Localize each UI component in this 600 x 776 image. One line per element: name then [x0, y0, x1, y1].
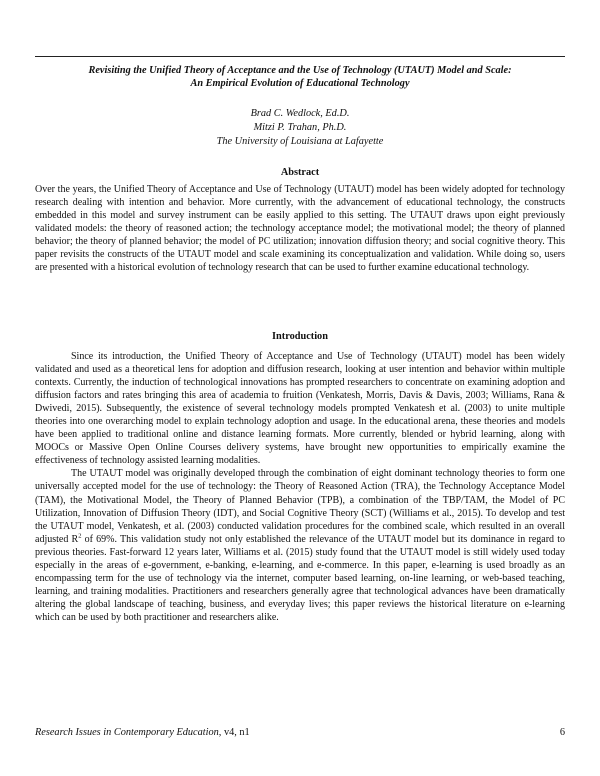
- paper-title: [35, 64, 565, 90]
- introduction-heading: Introduction: [272, 331, 328, 342]
- intro-p2-part-b: of 69%. This validation study not only established the relevance of the UTAUT model but its dominance in regard to previous theories. Fast-forward 12 years later, Williams et al. (2015) study found that the UTAUT model is still widely used today especially in the areas of e-government, e-banking, e-learning, and e-commerce. In this paper, e-learning is used broadly as an encompassing term for the use of technology via the internet, computer based learning, on-line learning, or web-based teaching, learning, and training modalities. Practitioners and researchers generally agree that technological advances have been dramatically altering the global landscape of teaching, business, and everyday lives; this paper reviews the historical literature on e-learning which can be used by both practitioner and researchers alike.: [35, 533, 566, 623]
- abstract-body: [35, 183, 565, 274]
- title-line-2: An Empirical Evolution of Educational Technology: [190, 78, 410, 89]
- affiliation: The University of Louisiana at Lafayette: [216, 136, 384, 147]
- introduction-body: [35, 350, 565, 624]
- page-footer: [35, 727, 565, 738]
- author-1: Brad C. Wedlock, Ed.D.: [250, 108, 350, 119]
- intro-paragraph-2: [35, 467, 565, 624]
- journal-name: Research Issues in Contemporary Education,: [35, 727, 222, 738]
- header-rule: [35, 56, 565, 57]
- journal-volume: v4, n1: [221, 727, 250, 738]
- r-squared-superscript: 2: [78, 532, 82, 540]
- abstract-text: Over the years, the Unified Theory of Acceptance and Use of Technology (UTAUT) model has been widely adopted for technology research dealing with intention and behavior. More currently, with the advancement of educational technology, the constructs embedded in this model and survey instrument can be easily applied to this setting. The UTAUT draws upon eight previously validated models: the theory of reasoned action; the technology acceptance model; the motivational model; the theory of planned behavior; the theory of planned behavior; the model of PC utilization; innovation diffusion theory; and social cognitive theory. This paper revisits the constructs of the UTAUT model and scale examining its conceptualization and validation. While doing so, users are presented with a historical evolution of technology research that can be used to further examine educational technology.: [35, 184, 565, 274]
- page-number: 6: [559, 727, 565, 738]
- intro-paragraph-1: Since its introduction, the Unified Theory of Acceptance and Use of Technology (UTAUT) model has been widely validated and used as a theoretical lens for adoption and diffusion research, looking at user intention and behavior within multiple contexts. Currently, the induction of technological innovations has prompted researchers to concentrate on examining adoption and diffusion factors and rates bringing this area of academia to fruition (Venkatesh, Morris, Davis & Davis, 2003; Williams, Rana & Dwivedi, 2015). Subsequently, the existence of several technology models prompted Venkatesh et al. (2003) to unite multiple theories into one overarching model to explain technology adoption and usage. In the educational arena, these theories and models have been applied to traditional online and distance learning formats. More currently, blended or hybrid learning, along with MOOCs or Massive Open Online Courses delivery systems, have brought new opportunities to empirically examine the effectiveness of technology assisted learning modalities.: [35, 351, 565, 467]
- intro-p2-part-a: The UTAUT model was originally developed through the combination of eight dominant technology theories to form one universally accepted model for the use of technology: the Theory of Reasoned Action (TRA), the Technology Acceptance Model (TAM), the Motivational Model, the Theory of Planned Behavior (TPB), a combination of the TBP/TAM, the Model of PC Utilization, Innovation of Diffusion Theory (IDT), and Social Cognitive Theory (SCT) (Williams et al., 2015). To develop and test the UTAUT model, Venkatesh, et al. (2003) conducted validation procedures for the combined scale, which resulted in an overall adjusted R: [35, 468, 565, 545]
- author-block: [35, 107, 565, 149]
- abstract-heading: Abstract: [280, 167, 320, 178]
- author-2: Mitzi P. Trahan, Ph.D.: [253, 122, 347, 133]
- title-line-1: Revisiting the Unified Theory of Acceptance and the Use of Technology (UTAUT) Model and Scale:: [88, 65, 512, 76]
